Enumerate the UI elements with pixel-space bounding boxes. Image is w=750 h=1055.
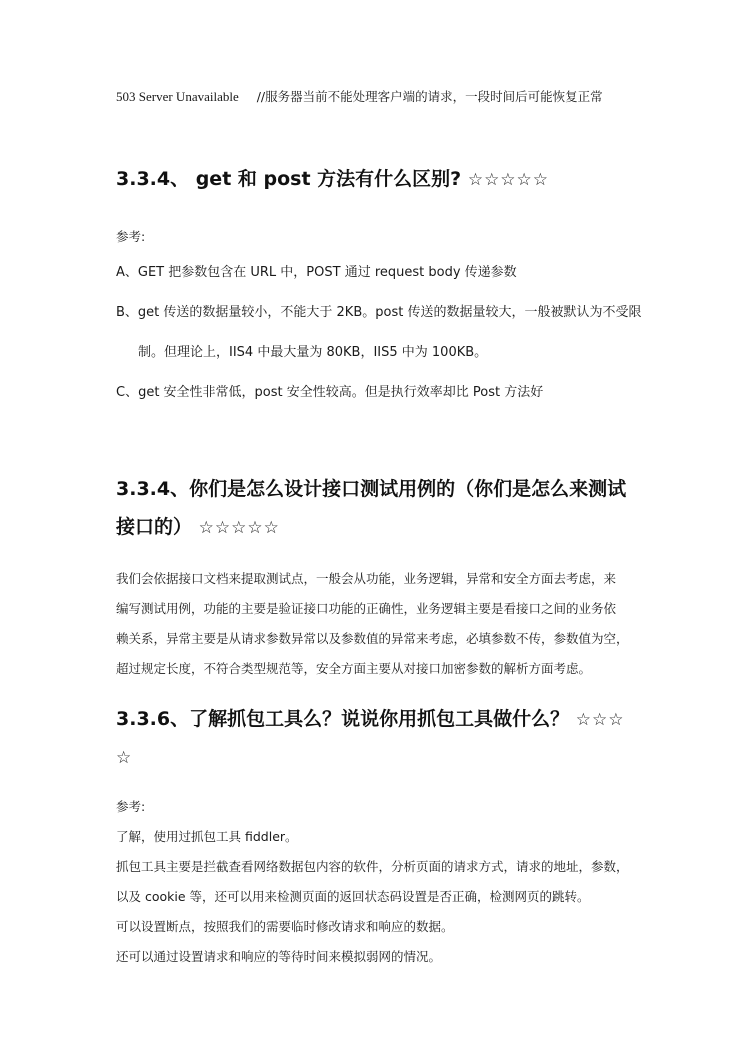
q1-answer-a: A、GET 把参数包含在 URL 中，POST 通过 request body 传递参数 xyxy=(116,265,517,280)
q2-body-line-1: 我们会依据接口文档来提取测试点，一般会从功能，业务逻辑，异常和安全方面去考虑，来 xyxy=(116,571,617,586)
status-503-line xyxy=(116,88,603,106)
q2-body-line-4: 超过规定长度，不符合类型规范等，安全方面主要从对接口加密参数的解析方面考虑。 xyxy=(116,661,592,676)
q3-stars-line1: ☆☆☆ xyxy=(575,710,625,730)
q3-body-line-1: 了解，使用过抓包工具 fiddler。 xyxy=(116,829,298,844)
q3-body-line-3: 以及 cookie 等，还可以用来检测页面的返回状态码设置是否正确，检测网页的跳转。 xyxy=(116,889,590,904)
q2-heading-line2 xyxy=(116,514,280,541)
q3-body-line-4: 可以设置断点，按照我们的需要临时修改请求和响应的数据。 xyxy=(116,919,454,934)
q1-answer-b-line1: B、get 传送的数据量较小，不能大于 2KB。post 传送的数据量较大，一般被默认为不受限 xyxy=(116,305,642,320)
status-comment-text: //服务器当前不能处理客户端的请求，一段时间后可能恢复正常 xyxy=(256,89,603,104)
q3-heading-line2 xyxy=(116,744,132,771)
q1-answer-c: C、get 安全性非常低，post 安全性较高。但是执行效率却比 Post 方法好 xyxy=(116,385,544,400)
q2-stars: ☆☆☆☆☆ xyxy=(198,518,280,538)
q3-stars-line2: ☆ xyxy=(116,748,133,768)
q3-ref-label: 参考: xyxy=(116,799,146,814)
q1-heading xyxy=(116,166,549,193)
q3-body-line-5: 还可以通过设置请求和响应的等待时间来模拟弱网的情况。 xyxy=(116,949,442,964)
q1-title: 3.3.4、 get 和 post 方法有什么区别? xyxy=(116,168,462,190)
q2-title-line2: 接口的） xyxy=(116,516,193,538)
q3-body-line-2: 抓包工具主要是拦截查看网络数据包内容的软件，分析页面的请求方式，请求的地址，参数， xyxy=(116,859,629,874)
status-code-text: 503 Server Unavailable xyxy=(116,89,239,104)
q1-stars: ☆☆☆☆☆ xyxy=(467,170,550,190)
q3-heading-line1 xyxy=(116,706,624,733)
q1-ref-label: 参考: xyxy=(116,229,146,244)
q2-body-line-3: 赖关系，异常主要是从请求参数异常以及参数值的异常来考虑，必填参数不传，参数值为空， xyxy=(116,631,629,646)
q1-answer-b-line2: 制。但理论上，IIS4 中最大量为 80KB，IIS5 中为 100KB。 xyxy=(138,345,488,360)
q3-title: 3.3.6、了解抓包工具么？说说你用抓包工具做什么？ xyxy=(116,708,570,730)
q2-heading-line1: 3.3.4、你们是怎么设计接口测试用例的（你们是怎么来测试 xyxy=(116,478,627,500)
q2-body-line-2: 编写测试用例，功能的主要是验证接口功能的正确性，业务逻辑主要是看接口之间的业务依 xyxy=(116,601,617,616)
